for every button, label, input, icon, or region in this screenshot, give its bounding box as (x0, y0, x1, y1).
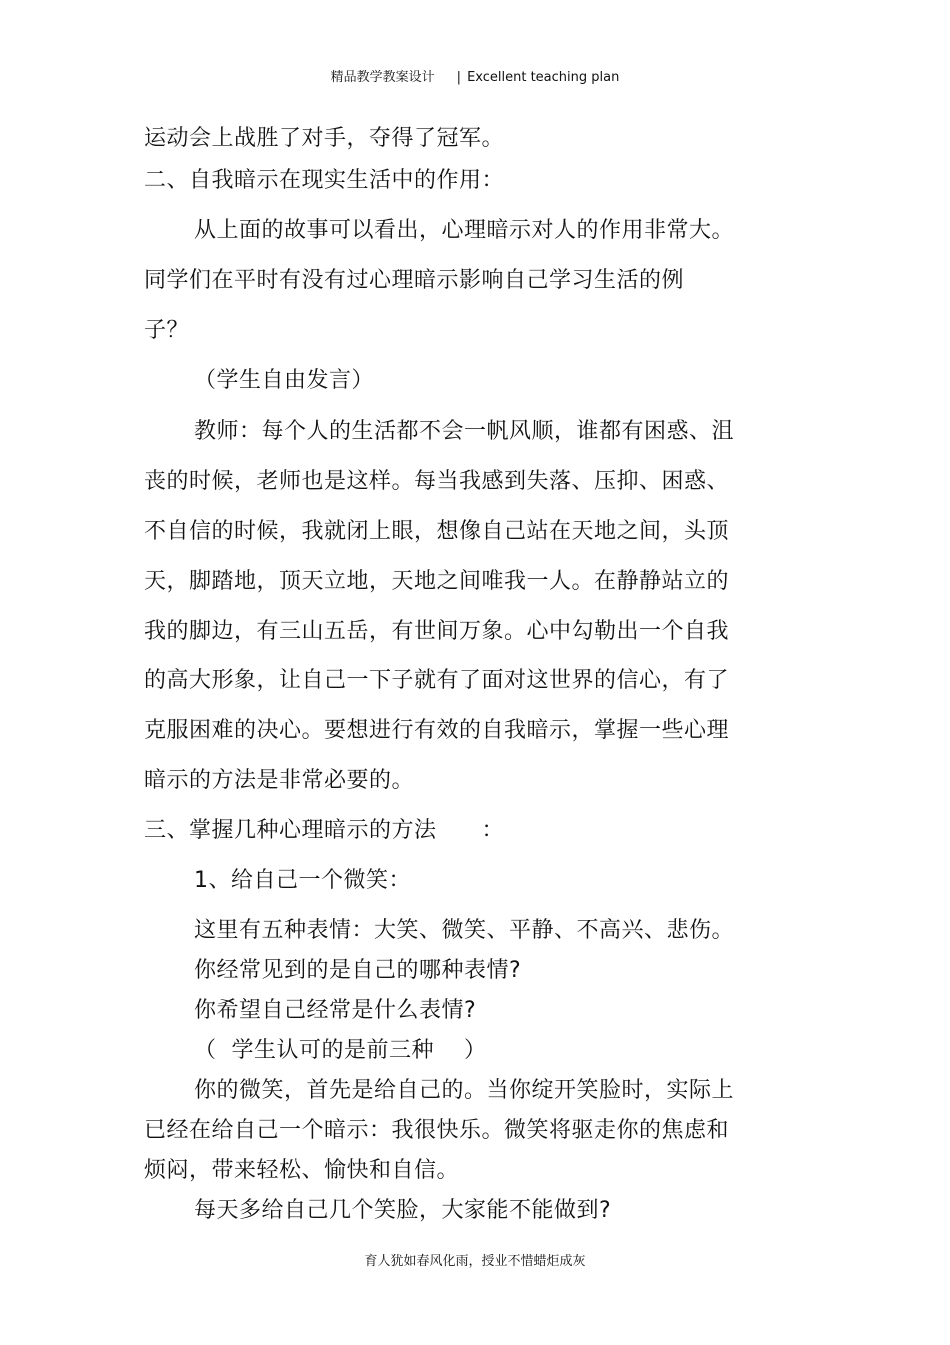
body-line: 教师：每个人的生活都不会一帆风顺，谁都有困惑、沮 (194, 419, 735, 444)
body-line: 我的脚边，有三山五岳，有世间万象。心中勾勒出一个自我 (144, 619, 730, 644)
body-line: （ 学生认可的是前三种 ） (194, 1038, 487, 1063)
header-title-cn: 精品教学教案设计 (330, 70, 435, 85)
body-line: 同学们在平时有没有过心理暗示影响自己学习生活的例 (144, 268, 685, 293)
section-heading: 二、自我暗示在现实生活中的作用： (144, 168, 505, 193)
body-line: 克服困难的决心。要想进行有效的自我暗示，掌握一些心理 (144, 718, 730, 743)
body-line: 已经在给自己一个暗示：我很快乐。微笑将驱走你的焦虑和 (144, 1118, 730, 1143)
section-heading: 三、掌握几种心理暗示的方法 ： (144, 818, 504, 843)
page-footer: 育人犹如春风化雨，授业不惜蜡炬成灰 (364, 1254, 586, 1269)
header-separator: | (456, 70, 462, 85)
body-line: 运动会上战胜了对手，夺得了冠军。 (144, 126, 505, 151)
body-line: 每天多给自己几个笑脸，大家能不能做到? (194, 1198, 612, 1223)
body-line: 子？ (144, 318, 190, 343)
header-title-en: Excellent teaching plan (467, 70, 620, 85)
body-line: （学生自由发言） (194, 368, 375, 393)
body-line: 这里有五种表情：大笑、微笑、平静、不高兴、悲伤。 (194, 918, 735, 943)
body-line: 烦闷，带来轻松、愉快和自信。 (144, 1158, 460, 1183)
body-line: 你的微笑，首先是给自己的。当你绽开笑脸时，实际上 (194, 1078, 735, 1103)
body-line: 丧的时候，老师也是这样。每当我感到失落、压抑、困惑、 (144, 469, 730, 494)
body-line: 不自信的时候，我就闭上眼，想像自己站在天地之间，头顶 (144, 519, 730, 544)
body-line: 你经常见到的是自己的哪种表情? (194, 958, 522, 983)
page-header (0, 66, 950, 85)
body-line: 暗示的方法是非常必要的。 (144, 768, 415, 793)
subsection-heading: 1、给自己一个微笑： (194, 868, 411, 893)
body-line: 从上面的故事可以看出，心理暗示对人的作用非常大。 (194, 218, 735, 243)
body-line: 你希望自己经常是什么表情? (194, 998, 477, 1023)
body-line: 的高大形象，让自己一下子就有了面对这世界的信心，有了 (144, 668, 730, 693)
body-line: 天，脚踏地，顶天立地，天地之间唯我一人。在静静站立的 (144, 569, 730, 594)
